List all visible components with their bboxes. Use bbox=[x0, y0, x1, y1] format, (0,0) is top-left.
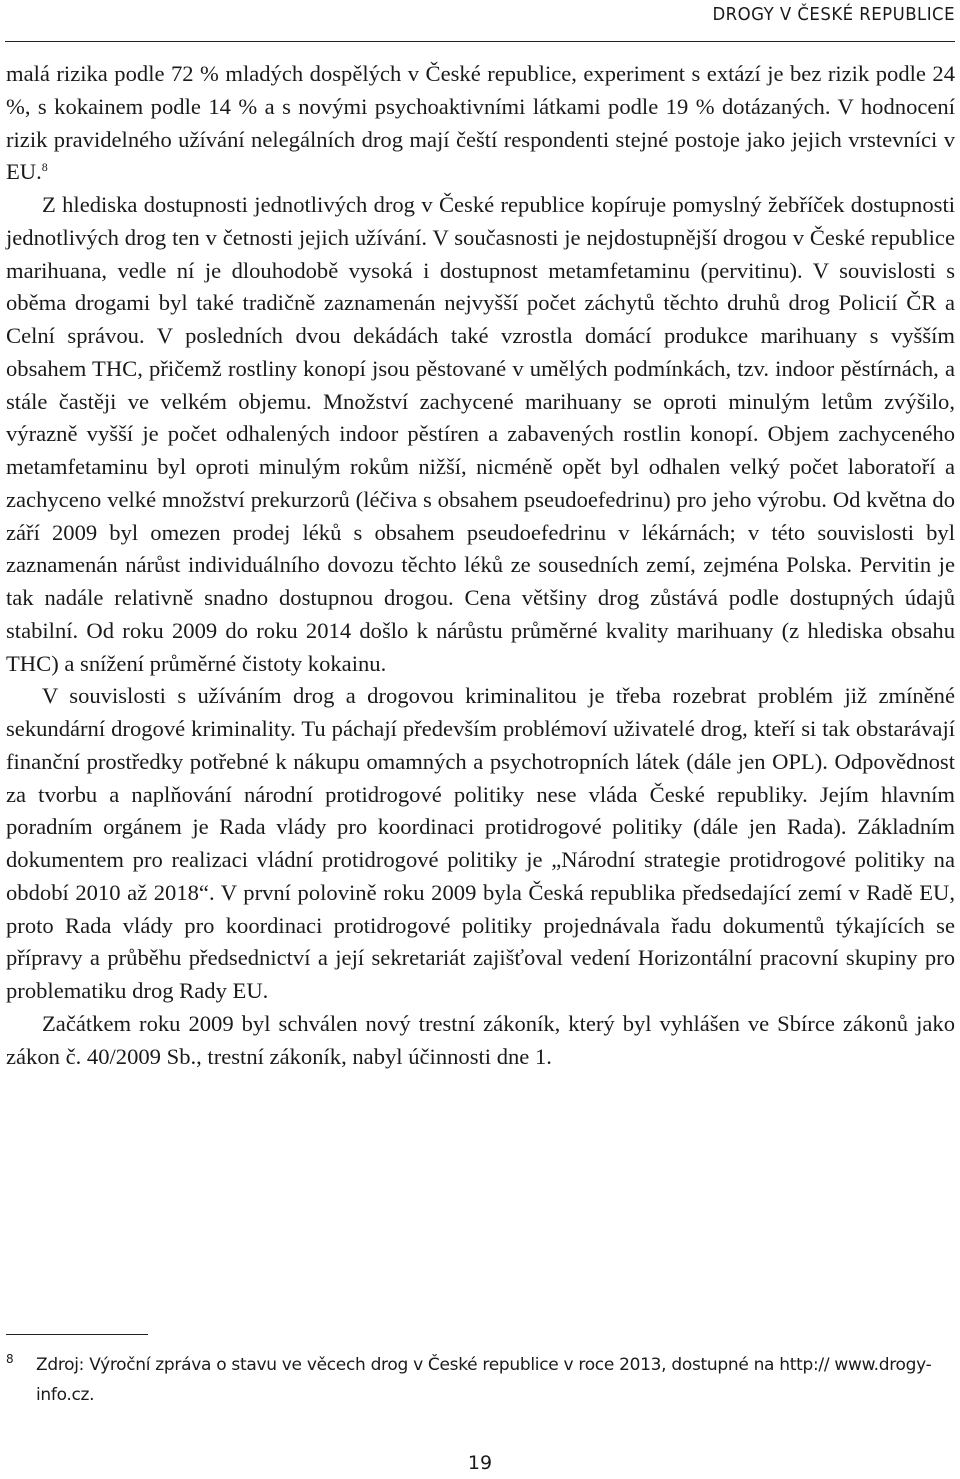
page-number: 19 bbox=[467, 1452, 493, 1474]
body-text bbox=[6, 58, 955, 1073]
paragraph-4: Začátkem roku 2009 byl schválen nový trestní zákoník, který byl vyhlášen ve Sbírce zákonů jako zákon č. 40/2009 Sb., trestní zákoník, nabyl účinnosti dne 1. bbox=[6, 1010, 955, 1069]
paragraph-1 bbox=[6, 58, 955, 189]
footnote-text: Zdroj: Výroční zpráva o stavu ve věcech drog v České republice v roce 2013, dostupné na http:// www.drogy-info.cz. bbox=[36, 1355, 932, 1405]
running-title: DROGY V ČESKÉ REPUBLICE bbox=[712, 4, 955, 25]
footnote-number: 8 bbox=[6, 1352, 14, 1366]
paragraph-text: malá rizika podle 72 % mladých dospělých v České republice, experiment s extází je bez rizik podle 24 %, s kokainem podle 14 % a s novými psychoaktivními látkami podle 19 % dotázaných. V hodnocení rizik pravidelného užívání nelegálních drog mají čeští respondenti stejné postoje jako jejich vrstevníci v EU. bbox=[6, 61, 955, 185]
footnote bbox=[6, 1350, 955, 1410]
footnote-reference[interactable]: 8 bbox=[41, 160, 48, 175]
paragraph-2: Z hlediska dostupnosti jednotlivých drog v České republice kopíruje pomyslný žebříček dostupnosti jednotlivých drog ten v četnosti jejich užívání. V současnosti je nejdostupnější drogou v České republice marihuana, vedle ní je dlouhodobě vysoká i dostupnost metamfetaminu (pervitinu). V souvislosti s oběma drogami byl také tradičně zaznamenán nejvyšší počet záchytů těchto druhů drog Policií ČR a Celní správou. V posledních dvou dekádách také vzrostla domácí produkce marihuany s vyšším obsahem THC, přičemž rostliny konopí jsou pěstované v umělých podmínkách, tzv. indoor pěstírnách, a stále častěji ve velkém objemu. Množství zachycené marihuany se oproti minulým letům zvýšilo, výrazně vyšší je počet odhalených indoor pěstíren a zabavených rostlin konopí. Objem zachyceného metamfetaminu byl oproti minulým rokům nižší, nicméně opět byl odhalen velký počet laboratoří a zachyceno velké množství prekurzorů (léčiva s obsahem pseudoefedrinu) pro jeho výrobu. Od května do září 2009 byl omezen prodej léků s obsahem pseudoefedrinu v lékárnách; v této souvislosti byl zaznamenán nárůst individuálního dovozu těchto léků ze sousedních zemí, zejména Polska. Pervitin je tak nadále relativně snadno dostupnou drogou. Cena většiny drog zůstává podle dostupných údajů stabilní. Od roku 2009 do roku 2014 došlo k nárůstu průměrné kvality marihuany (z hlediska obsahu THC) a snížení průměrné čistoty kokainu. bbox=[6, 192, 955, 676]
paragraph-3: V souvislosti s užíváním drog a drogovou kriminalitou je třeba rozebrat problém již zmíněné sekundární drogové kriminality. Tu páchají především problémoví uživatelé drog, kteří si tak obstarávají finanční prostředky potřebné k nákupu omamných a psychotropních látek (dále jen OPL). Odpovědnost za tvorbu a naplňování národní protidrogové politiky nese vláda České republiky. Jejím hlavním poradním orgánem je Rada vlády pro koordinaci protidrogové politiky (dále jen Rada). Základním dokumentem pro realizaci vládní protidrogové politiky je „Národní strategie protidrogové politiky na období 2010 až 2018“. V první polovině roku 2009 byla Česká republika předsedající zemí v Radě EU, proto Rada vlády pro koordinaci protidrogové politiky projednávala řadu dokumentů týkajících se přípravy a průběhu předsednictví a její sekretariát zajišťoval vedení Horizontální pracovní skupiny pro problematiku drog Rady EU. bbox=[6, 683, 955, 1003]
footnote-rule bbox=[6, 1334, 148, 1335]
header-rule bbox=[5, 41, 955, 42]
